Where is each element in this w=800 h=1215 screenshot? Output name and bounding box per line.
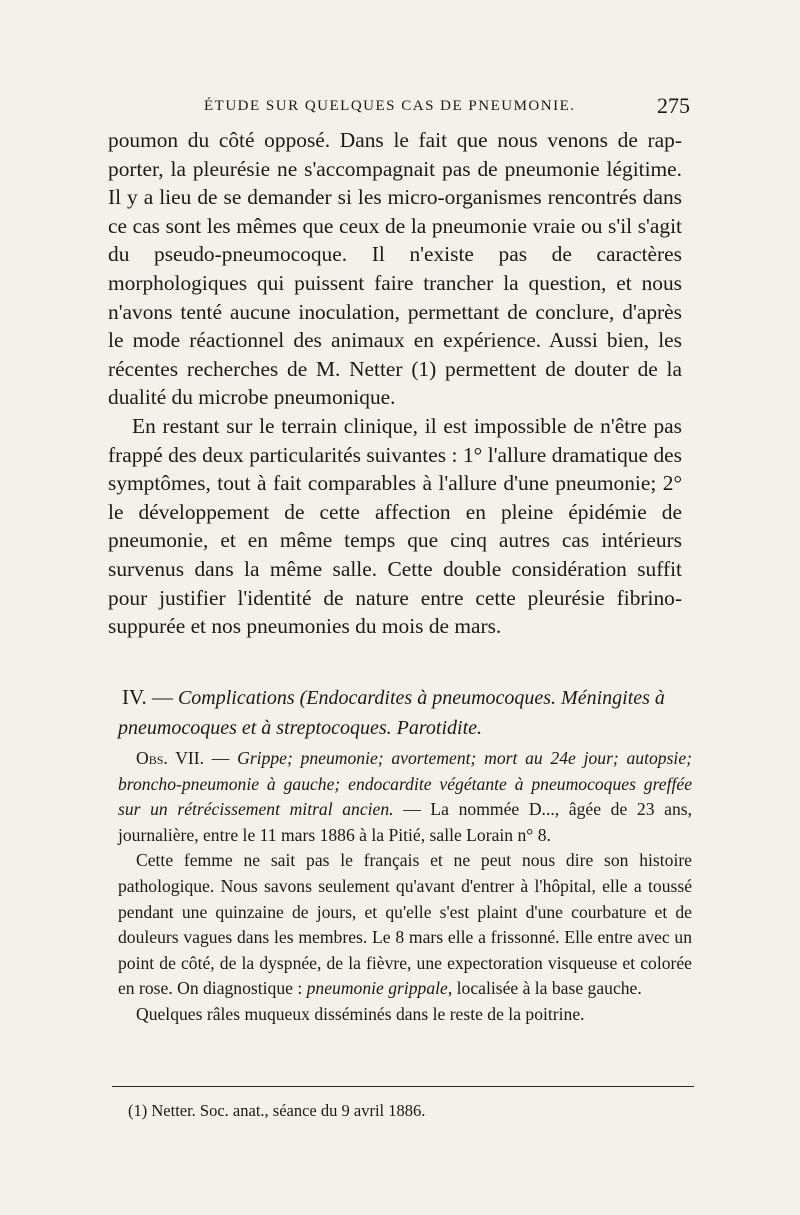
observation-label: Obs. VII. — xyxy=(136,748,230,768)
observation-title: Grippe; pneumonie; avortement; mort au 24e jour; autopsie; broncho-pneumonie à gauche; endocardite végétante à pneumocoques greffée sur un rétrécissement mitral ancien. xyxy=(118,748,692,820)
paragraph-2: En restant sur le terrain clinique, il est impossible de n'être pas frappé des deux particularités suivantes : 1° l'allure dramatique des symptômes, tout à fait comparables à l'allure d'une pneumonie; 2° le développement de cette affection en pleine épidémie de pneumonie, et en même temps que cinq autres cas intérieurs survenus dans la même salle. Cette double considération suffit pour justifier l'identité de nature entre cette pleurésie fibrino-suppurée et nos pneumonies du mois de mars. xyxy=(108,413,682,639)
observation-text-end: , localisée à la base gauche. xyxy=(447,978,642,999)
observation-paragraph-2 xyxy=(118,848,692,1002)
page-header xyxy=(108,93,690,120)
section-heading xyxy=(118,682,680,743)
footnote-rule xyxy=(112,1086,694,1087)
footnote: (1) Netter. Soc. anat., séance du 9 avril 1886. xyxy=(128,1101,426,1120)
diagnosis-term: pneumonie grippale xyxy=(306,978,448,999)
observation-block xyxy=(118,746,692,1028)
section-number: IV. — xyxy=(122,685,173,709)
main-text xyxy=(108,126,682,641)
observation-paragraph-3: Quelques râles muqueux disséminés dans le reste de la poitrine. xyxy=(136,1003,585,1024)
observation-intro: — La nommée D..., âgée de 23 ans, journalière, entre le 11 mars 1886 à la Pitié, salle Lorain n° 8. xyxy=(118,799,692,845)
paragraph-1: poumon du côté opposé. Dans le fait que nous venons de rapporter, la pleurésie ne s'accompagnait pas de pneumonie légitime. Il y a lieu de se demander si les micro-organismes rencontrés dans ce cas sont les mêmes que ceux de la pneumonie vraie ou s'il s'agit du pseudo-pneumocoque. Il n'existe pas de caractères morphologiques qui puissent faire trancher la question, et nous n'avons tenté aucune inoculation, permettant de conclure, d'après le mode réactionnel des animaux en expérience. Aussi bien, les récentes recherches de M. Netter (1) permettent de douter de la dualité du microbe pneumonique. xyxy=(108,128,682,410)
observation-text: Cette femme ne sait pas le français et ne peut nous dire son histoire pathologique. Nous savons seulement qu'avant d'entrer à l'hôpital, elle a toussé pendant une quinzaine de jours, et qu'elle s'est plaint d'une courbature et de douleurs vagues dans les membres. Le 8 mars elle a frissonné. Elle entre avec un point de côté, de la dyspnée, de la fièvre, une expectoration visqueuse et colorée en rose. On diagnostique : xyxy=(118,850,692,999)
section-title: Complications (Endocardites à pneumocoques. Méningites à pneumocoques et à streptocoques. Parotidite. xyxy=(118,687,665,739)
running-title: ÉTUDE SUR QUELQUES CAS DE PNEUMONIE. xyxy=(204,98,576,114)
page-number: 275 xyxy=(657,93,690,118)
observation-paragraph-1 xyxy=(118,746,692,848)
